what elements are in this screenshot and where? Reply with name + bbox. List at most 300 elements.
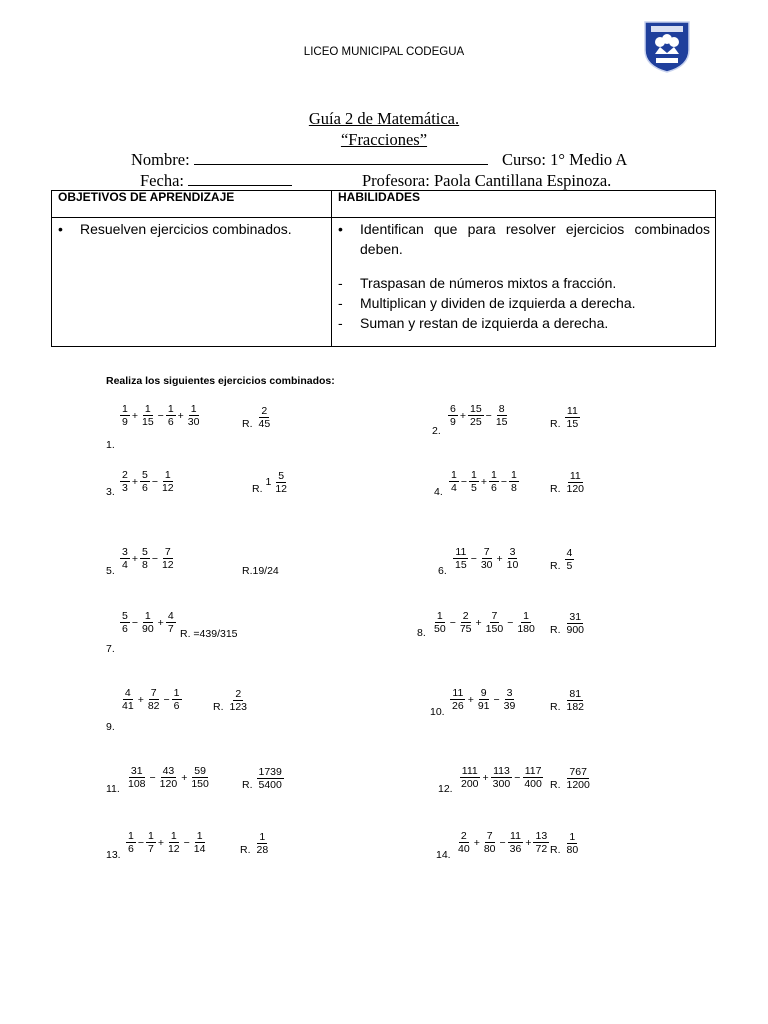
numerator: 11 bbox=[455, 546, 467, 558]
numerator: 59 bbox=[194, 765, 206, 777]
answer-prefix: R. bbox=[242, 418, 253, 430]
dash-icon: - bbox=[338, 275, 343, 291]
answer-prefix: R. bbox=[550, 844, 561, 856]
fraction bbox=[228, 688, 250, 713]
denominator: 80 bbox=[566, 843, 579, 856]
operator: − bbox=[149, 771, 156, 784]
fraction bbox=[565, 470, 587, 495]
school-crest-logo bbox=[643, 20, 691, 74]
numerator: 1 bbox=[470, 469, 477, 481]
numerator: 113 bbox=[493, 765, 510, 777]
numerator: 8 bbox=[498, 403, 505, 415]
fraction bbox=[565, 688, 587, 713]
denominator: 900 bbox=[566, 623, 585, 636]
exercise-number: 13. bbox=[106, 849, 121, 861]
numerator: 7 bbox=[164, 546, 171, 558]
exercise-expression bbox=[119, 687, 183, 712]
fraction bbox=[491, 765, 513, 790]
skill-intro-item bbox=[338, 219, 710, 259]
exercise-expression bbox=[448, 469, 520, 494]
numerator: 5 bbox=[122, 610, 128, 622]
exercise-answer bbox=[242, 565, 279, 577]
skills-header: HABILIDADES bbox=[338, 190, 421, 204]
operator: − bbox=[157, 409, 164, 422]
fraction bbox=[565, 611, 587, 636]
objective-cell bbox=[58, 219, 326, 239]
answer-prefix: R. bbox=[240, 844, 251, 856]
denominator: 150 bbox=[191, 778, 209, 790]
operator: − bbox=[493, 693, 500, 706]
fraction bbox=[189, 765, 211, 790]
numerator: 5 bbox=[278, 469, 285, 482]
exercise-expression bbox=[455, 830, 550, 855]
denominator: 6 bbox=[141, 482, 148, 494]
exercise-answer bbox=[550, 404, 581, 430]
denominator: 4 bbox=[122, 559, 128, 571]
fraction bbox=[257, 405, 273, 430]
denominator: 7 bbox=[147, 843, 154, 855]
fraction bbox=[494, 403, 510, 428]
fraction bbox=[140, 610, 156, 635]
nombre-blank[interactable] bbox=[194, 151, 488, 165]
curso-label: Curso: 1° Medio A bbox=[502, 150, 628, 169]
numerator: 9 bbox=[480, 687, 487, 699]
denominator: 3 bbox=[122, 482, 128, 494]
fraction bbox=[160, 546, 176, 571]
operator: − bbox=[499, 836, 506, 849]
denominator: 5 bbox=[566, 559, 573, 572]
numerator: 1739 bbox=[258, 765, 282, 778]
fraction bbox=[565, 766, 592, 791]
numerator: 111 bbox=[461, 765, 478, 777]
fraction bbox=[146, 687, 162, 712]
denominator: 120 bbox=[566, 482, 585, 495]
operator: − bbox=[131, 616, 138, 629]
fraction bbox=[450, 687, 466, 712]
exercise-expression bbox=[431, 610, 538, 635]
fraction bbox=[479, 546, 495, 571]
fraction bbox=[565, 547, 575, 572]
fraction bbox=[158, 765, 180, 790]
fecha-blank[interactable] bbox=[188, 172, 292, 186]
guide-subtitle: “Fracciones” bbox=[340, 130, 428, 149]
numerator: 81 bbox=[569, 687, 582, 700]
fraction bbox=[255, 831, 271, 856]
fraction bbox=[192, 830, 208, 855]
exercise-expression bbox=[125, 830, 208, 855]
denominator: 15 bbox=[141, 416, 154, 428]
numerator: 3 bbox=[506, 687, 513, 699]
fraction bbox=[166, 403, 176, 428]
denominator: 39 bbox=[503, 700, 516, 712]
denominator: 8 bbox=[510, 482, 517, 494]
denominator: 9 bbox=[122, 416, 128, 428]
denominator: 25 bbox=[469, 416, 482, 428]
denominator: 400 bbox=[524, 778, 542, 790]
fraction bbox=[140, 403, 156, 428]
numerator: 3 bbox=[509, 546, 516, 558]
profesora-label: Profesora: Paola Cantillana Espinoza. bbox=[362, 171, 612, 190]
numerator: 1 bbox=[164, 469, 171, 481]
denominator: 45 bbox=[258, 417, 271, 430]
numerator: 31 bbox=[569, 610, 582, 623]
fraction bbox=[120, 403, 130, 428]
denominator: 15 bbox=[455, 559, 467, 571]
operator: − bbox=[449, 616, 456, 629]
operator: + bbox=[177, 409, 184, 422]
fraction bbox=[166, 610, 176, 635]
skill-text: Multiplican y dividen de izquierda a derecha. bbox=[360, 295, 636, 311]
operator: + bbox=[467, 693, 474, 706]
denominator: 15 bbox=[566, 417, 579, 430]
denominator: 28 bbox=[256, 843, 269, 856]
objectives-header: OBJETIVOS DE APRENDIZAJE bbox=[58, 190, 235, 204]
denominator: 10 bbox=[506, 559, 519, 571]
fraction bbox=[468, 403, 484, 428]
numerator: 3 bbox=[122, 546, 128, 558]
fraction bbox=[484, 610, 506, 635]
fraction bbox=[146, 830, 156, 855]
numerator: 1 bbox=[569, 830, 576, 843]
denominator: 6 bbox=[122, 623, 128, 635]
fraction bbox=[522, 765, 544, 790]
denominator: 91 bbox=[477, 700, 490, 712]
answer-text: R.19/24 bbox=[242, 565, 279, 577]
skill-item bbox=[338, 273, 710, 293]
exercise-expression bbox=[125, 765, 212, 790]
exercise-number: 8. bbox=[417, 627, 426, 639]
numerator: 2 bbox=[235, 687, 242, 700]
denominator: 180 bbox=[517, 623, 535, 635]
denominator: 82 bbox=[147, 700, 160, 712]
numerator: 1 bbox=[451, 469, 457, 481]
fraction bbox=[476, 687, 492, 712]
denominator: 200 bbox=[461, 778, 479, 790]
numerator: 7 bbox=[491, 610, 498, 622]
denominator: 182 bbox=[566, 700, 585, 713]
fraction bbox=[432, 610, 448, 635]
answer-prefix: R. bbox=[550, 701, 561, 713]
denominator: 8 bbox=[141, 559, 148, 571]
operator: − bbox=[137, 836, 144, 849]
numerator: 5 bbox=[141, 546, 148, 558]
exercise-number: 9. bbox=[106, 721, 115, 733]
operator: + bbox=[131, 552, 138, 565]
exercise-answer bbox=[550, 610, 587, 636]
numerator: 1 bbox=[490, 469, 497, 481]
denominator: 40 bbox=[458, 843, 470, 855]
numerator: 1 bbox=[170, 830, 177, 842]
denominator: 36 bbox=[509, 843, 522, 855]
exercise-answer bbox=[213, 687, 250, 713]
operator: − bbox=[151, 475, 158, 488]
numerator: 1 bbox=[436, 610, 443, 622]
denominator: 12 bbox=[275, 482, 288, 495]
numerator: 1 bbox=[144, 403, 151, 415]
operator: + bbox=[480, 475, 487, 488]
exercise-answer bbox=[252, 469, 290, 495]
skill-text: Suman y restan de izquierda a derecha. bbox=[360, 315, 609, 331]
fraction bbox=[453, 546, 469, 571]
denominator: 15 bbox=[495, 416, 508, 428]
denominator: 300 bbox=[492, 778, 511, 790]
answer-prefix: R. bbox=[550, 483, 561, 495]
bullet-icon: • bbox=[338, 221, 343, 237]
operator: + bbox=[496, 552, 503, 565]
denominator: 9 bbox=[450, 416, 456, 428]
answer-prefix: R. bbox=[252, 483, 263, 495]
fraction bbox=[456, 830, 472, 855]
exercise-answer bbox=[550, 469, 587, 495]
numerator: 7 bbox=[486, 830, 493, 842]
exercise-expression bbox=[119, 610, 177, 635]
exercise-number: 6. bbox=[438, 565, 447, 577]
exercise-answer bbox=[550, 687, 587, 713]
guide-title: Guía 2 de Matemática. bbox=[308, 109, 460, 128]
fraction bbox=[172, 687, 182, 712]
exercise-number: 12. bbox=[438, 783, 453, 795]
numerator: 1 bbox=[523, 610, 530, 622]
denominator: 5400 bbox=[258, 778, 282, 791]
numerator: 117 bbox=[524, 765, 542, 777]
answer-prefix: R. bbox=[550, 560, 561, 572]
skills-cell bbox=[338, 219, 710, 333]
fraction bbox=[120, 546, 130, 571]
fraction bbox=[489, 469, 499, 494]
denominator: 90 bbox=[141, 623, 154, 635]
exercise-number: 7. bbox=[106, 643, 115, 655]
exercise-answer bbox=[550, 765, 593, 791]
bullet-icon: • bbox=[58, 221, 63, 237]
denominator: 123 bbox=[229, 700, 248, 713]
numerator: 7 bbox=[150, 687, 157, 699]
exercise-number: 1. bbox=[106, 439, 115, 451]
numerator: 5 bbox=[141, 469, 148, 481]
numerator: 1 bbox=[196, 830, 203, 842]
denominator: 120 bbox=[159, 778, 178, 790]
fraction bbox=[565, 405, 581, 430]
denominator: 75 bbox=[459, 623, 472, 635]
skill-text: Traspasan de números mixtos a fracción. bbox=[360, 275, 617, 291]
operator: − bbox=[500, 475, 507, 488]
fraction bbox=[126, 830, 136, 855]
fraction bbox=[140, 469, 150, 494]
fraction bbox=[126, 765, 148, 790]
fraction bbox=[509, 469, 519, 494]
numerator: 11 bbox=[566, 404, 578, 417]
numerator: 1 bbox=[144, 610, 151, 622]
skill-intro-text: Identifican que para resolver ejercicios combinados deben. bbox=[360, 221, 710, 257]
exercise-number: 14. bbox=[436, 849, 451, 861]
answer-text: R. =439/315 bbox=[180, 628, 238, 640]
fraction bbox=[502, 687, 518, 712]
objective-text: Resuelven ejercicios combinados. bbox=[80, 221, 292, 237]
fraction bbox=[449, 469, 459, 494]
denominator: 50 bbox=[434, 623, 446, 635]
fraction bbox=[508, 830, 524, 855]
operator: + bbox=[131, 475, 138, 488]
numerator: 1 bbox=[510, 469, 517, 481]
denominator: 12 bbox=[161, 482, 174, 494]
operator: + bbox=[137, 693, 144, 706]
table-column-divider bbox=[331, 191, 332, 346]
numerator: 11 bbox=[510, 830, 521, 842]
objectives-table bbox=[51, 190, 716, 347]
numerator: 7 bbox=[483, 546, 490, 558]
exercise-answer bbox=[242, 404, 273, 430]
operator: − bbox=[514, 771, 521, 784]
operator: + bbox=[459, 409, 466, 422]
denominator: 108 bbox=[128, 778, 146, 790]
fraction bbox=[505, 546, 521, 571]
numerator: 1 bbox=[122, 403, 128, 415]
fraction bbox=[533, 830, 549, 855]
denominator: 41 bbox=[122, 700, 134, 712]
numerator: 2 bbox=[261, 404, 268, 417]
objective-item bbox=[58, 219, 326, 239]
operator: − bbox=[485, 409, 492, 422]
numerator: 43 bbox=[162, 765, 175, 777]
operator: + bbox=[181, 771, 188, 784]
exercise-expression bbox=[119, 546, 177, 571]
denominator: 14 bbox=[193, 843, 206, 855]
operator: − bbox=[151, 552, 158, 565]
operator: − bbox=[470, 552, 477, 565]
fraction bbox=[273, 470, 289, 495]
exercise-expression bbox=[458, 765, 545, 790]
exercise-answer bbox=[242, 765, 285, 791]
exercise-number: 4. bbox=[434, 486, 443, 498]
numerator: 13 bbox=[535, 830, 548, 842]
fecha-line bbox=[140, 171, 292, 191]
answer-prefix: R. bbox=[550, 418, 561, 430]
fraction bbox=[469, 469, 479, 494]
fraction bbox=[120, 469, 130, 494]
denominator: 26 bbox=[452, 700, 464, 712]
numerator: 767 bbox=[569, 765, 587, 778]
fecha-label: Fecha: bbox=[140, 171, 184, 190]
fraction bbox=[166, 830, 182, 855]
numerator: 6 bbox=[450, 403, 456, 415]
fraction bbox=[482, 830, 498, 855]
denominator: 6 bbox=[167, 416, 174, 428]
numerator: 2 bbox=[460, 830, 467, 842]
numerator: 2 bbox=[462, 610, 469, 622]
numerator: 11 bbox=[452, 687, 464, 699]
nombre-label: Nombre: bbox=[131, 150, 190, 169]
numerator: 4 bbox=[124, 687, 131, 699]
denominator: 6 bbox=[490, 482, 497, 494]
fraction bbox=[186, 403, 202, 428]
dash-icon: - bbox=[338, 295, 343, 311]
answer-prefix: R. bbox=[242, 779, 253, 791]
numerator: 1 bbox=[259, 830, 266, 843]
exercise-answer bbox=[550, 546, 575, 572]
denominator: 150 bbox=[485, 623, 504, 635]
answer-prefix: R. bbox=[213, 701, 224, 713]
fraction bbox=[515, 610, 537, 635]
denominator: 30 bbox=[480, 559, 493, 571]
nombre-line bbox=[131, 150, 488, 170]
fraction bbox=[565, 831, 581, 856]
instructions: Realiza los siguientes ejercicios combinados: bbox=[106, 375, 335, 387]
operator: + bbox=[157, 836, 164, 849]
exercise-answer bbox=[180, 628, 238, 640]
answer-whole-number: 1 bbox=[265, 476, 272, 488]
exercise-expression bbox=[447, 403, 511, 428]
numerator: 1 bbox=[167, 403, 174, 415]
denominator: 12 bbox=[167, 843, 180, 855]
fraction bbox=[140, 546, 150, 571]
numerator: 15 bbox=[469, 403, 482, 415]
operator: + bbox=[131, 409, 138, 422]
answer-prefix: R. bbox=[550, 779, 561, 791]
fraction bbox=[448, 403, 458, 428]
fraction bbox=[257, 766, 284, 791]
denominator: 30 bbox=[187, 416, 200, 428]
numerator: 11 bbox=[569, 469, 581, 482]
exercise-number: 10. bbox=[430, 706, 445, 718]
exercise-number: 11. bbox=[106, 783, 120, 795]
fraction bbox=[160, 469, 176, 494]
exercise-number: 2. bbox=[432, 425, 441, 437]
numerator: 1 bbox=[128, 830, 134, 842]
exercise-number: 5. bbox=[106, 565, 115, 577]
fraction bbox=[458, 610, 474, 635]
table-header-divider bbox=[52, 217, 715, 218]
denominator: 1200 bbox=[566, 778, 590, 791]
numerator: 31 bbox=[130, 765, 143, 777]
exercise-expression bbox=[452, 546, 521, 571]
operator: + bbox=[475, 616, 482, 629]
denominator: 5 bbox=[470, 482, 477, 494]
operator: − bbox=[507, 616, 514, 629]
numerator: 4 bbox=[167, 610, 174, 622]
numerator: 2 bbox=[122, 469, 128, 481]
exercise-number: 3. bbox=[106, 486, 115, 498]
school-name: LICEO MUNICIPAL CODEGUA bbox=[303, 46, 465, 58]
operator: + bbox=[482, 771, 489, 784]
operator: − bbox=[460, 475, 467, 488]
fraction bbox=[120, 610, 130, 635]
skill-item bbox=[338, 313, 710, 333]
denominator: 6 bbox=[173, 700, 180, 712]
numerator: 1 bbox=[190, 403, 197, 415]
denominator: 72 bbox=[535, 843, 548, 855]
exercise-expression bbox=[119, 403, 202, 428]
numerator: 4 bbox=[566, 546, 573, 559]
exercise-answer bbox=[240, 830, 271, 856]
denominator: 12 bbox=[161, 559, 174, 571]
fraction bbox=[459, 765, 481, 790]
exercise-expression bbox=[119, 469, 177, 494]
exercise-answer bbox=[550, 830, 581, 856]
denominator: 4 bbox=[451, 482, 457, 494]
numerator: 1 bbox=[147, 830, 154, 842]
skill-item bbox=[338, 293, 710, 313]
exercise-expression bbox=[449, 687, 518, 712]
operator: + bbox=[157, 616, 164, 629]
operator: + bbox=[525, 836, 532, 849]
fraction bbox=[120, 687, 136, 712]
operator: − bbox=[163, 693, 170, 706]
denominator: 80 bbox=[483, 843, 496, 855]
operator: + bbox=[473, 836, 480, 849]
denominator: 6 bbox=[128, 843, 134, 855]
dash-icon: - bbox=[338, 315, 343, 331]
answer-prefix: R. bbox=[550, 624, 561, 636]
denominator: 7 bbox=[167, 623, 174, 635]
